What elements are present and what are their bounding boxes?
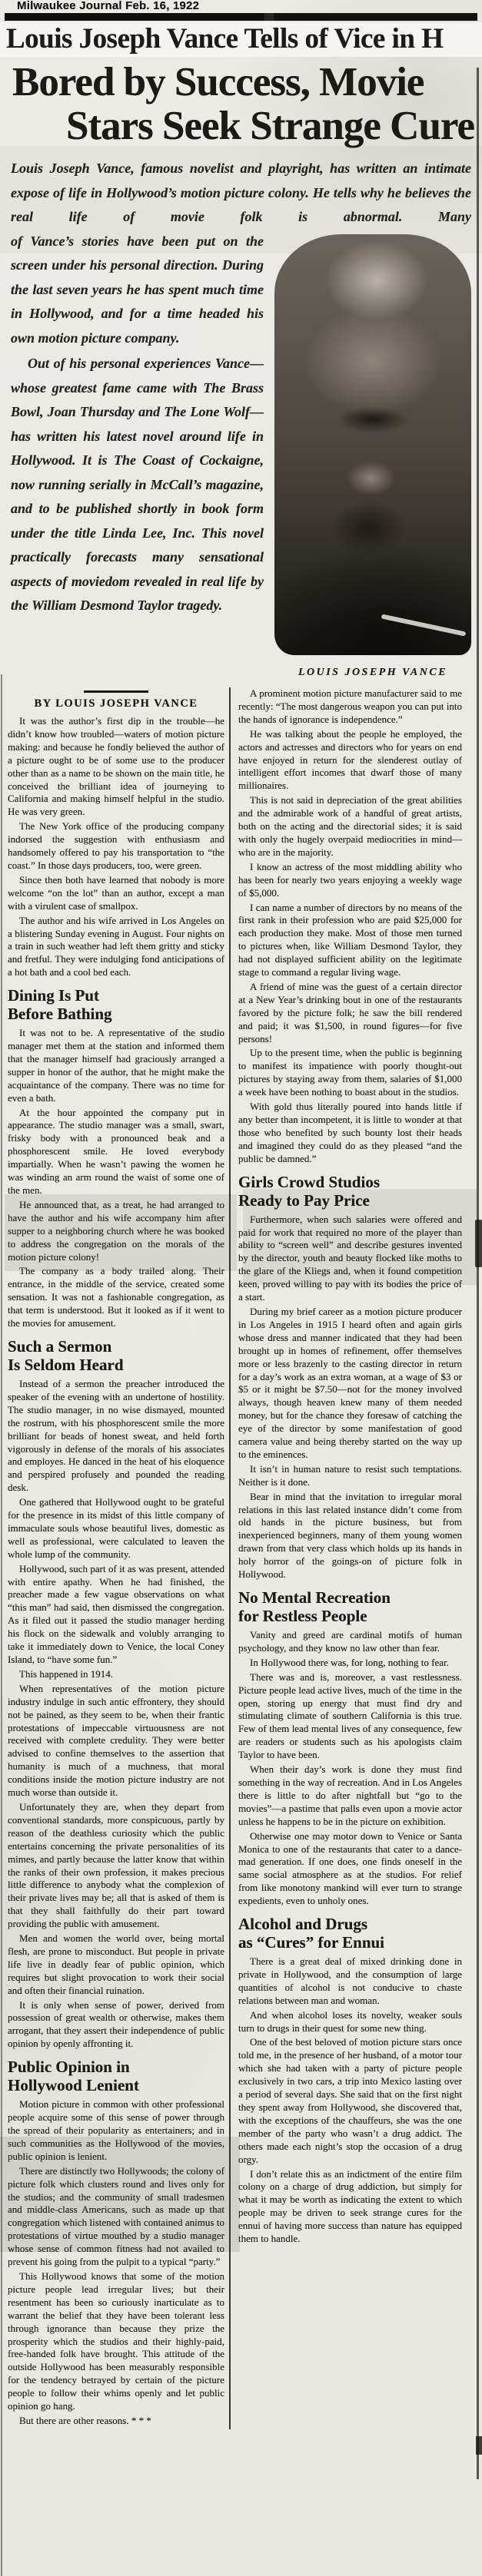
body-paragraph: The New York office of the producing company indorsed the suggestion with enthusiasm and handsomely offered to pay his transportation to “the coast.” In those days producers, too, were green.: [8, 820, 224, 871]
body-paragraph: The author and his wife arrived in Los Angeles on a blistering Sunday evening in August. Four nights on a train in such weather had left them gritty and sticky and fretful. They were indulging fond anticipations of a hot bath and a cool bed each.: [8, 914, 224, 978]
body-paragraph: Up to the present time, when the public is beginning to manifest its impatience with poorly thought-out pictures by staying away from them, salaries of $1,000 a week have been nothing to boast about in the studios.: [238, 1047, 462, 1098]
body-paragraph: Hollywood, such part of it as was present, attended with entire apathy. When he had finished, the preacher made a few vague observations on what “this man” had said, then dismissed the congregation. As it filed out it passed the studio manager herding his flock on the sidewalk and volubly arranging to take it immediately down to Venice, the local Coney Island, to “have some fun.”: [8, 1562, 224, 1665]
subhead-line: Is Seldom Heard: [8, 1355, 124, 1374]
lede-text-after-photo: of Vance’s stories have been put on the screen under his personal direction. During the last seven years he has spent much time in Hollywood, and for a time headed his own motion picture company.: [11, 233, 264, 346]
body-paragraph: In Hollywood there was, for long, nothing to fear.: [250, 1656, 449, 1668]
photo-caption: LOUIS JOSEPH VANCE: [298, 666, 448, 678]
body-paragraph: Bear in mind that the invitation to irregular moral relations in this last related instance didn’t come from old hands in the picture business, but from inexperienced beginners, many of them young women drawn from that very class which holds up its hands in holy horror of the goings-on of picture folk in Hollywood.: [238, 1490, 462, 1581]
subhead-line: Ready to Pay Price: [238, 1190, 370, 1210]
subhead-alcohol-and-drugs: [238, 1915, 462, 1952]
masthead-source-line: Milwaukee Journal Feb. 16, 1922: [17, 0, 200, 12]
body-paragraph: He announced that, as a treat, he had arranged to have the author and his wife accompany him after supper to a neighboring church where he was booked to address the congregation on the morals of the motion picture colony!: [8, 1198, 224, 1263]
main-headline-line2: Stars Seek Strange Cure: [66, 104, 475, 148]
top-rule-bar: [5, 13, 477, 21]
portrait-photo: [274, 234, 471, 655]
body-paragraph: And when alcohol loses its novelty, weaker souls turn to drugs in their quest for some new thing.: [238, 2008, 462, 2034]
body-paragraph: Instead of a sermon the preacher introduced the speaker of the evening with an undertone of hostility. The studio manager, in no wise dismayed, mounted the rostrum, with his phosphorescent smile the more brilliant for beads of honest sweat, and held forth vigorously in defense of the morals of his associates and employes. He danced in the heat of his eloquence and perspired profusely and pounded the reading desk.: [8, 1377, 224, 1494]
body-paragraph: At the hour appointed the company put in appearance. The studio manager was a small, swart, frisky body with a pronounced beak and a phosphorescent smile. He loved everybody impartially. When he wasn’t pawing the women he was winding an arm round the waist of some one of the men.: [8, 1106, 224, 1196]
body-paragraph: There are distinctly two Hollywoods; the colony of picture folk which clusters round and lives only for the studios; and the community of small tradesmen and middle-class Americans, such as made up that congregation which listened with contained animus to protestations of virtue mouthed by a studio manager whose sense of common fitness had not availed to prevent his going from the pulpit to a typical “party.”: [8, 2164, 224, 2268]
main-headline: [0, 57, 482, 153]
lede-paragraph-2: Out of his personal experiences Vance—whose greatest fame came with The Brass Bowl, Joan Thursday and The Lone Wolf—has written his latest novel around life in Hollywood. It is The Coast of Cockaigne, now running serially in McCall’s magazine, and to be published shortly in book form under the title Linda Lee, Inc. This novel practically forecasts many sensational aspects of moviedom revealed in real life by the William Desmond Taylor tragedy.: [11, 356, 264, 613]
column-divider-rule: [229, 687, 231, 2429]
body-paragraph: There was and is, moreover, a vast restlessness. Picture people lead active lives, much of the time in the open, storing up energy that must find dry and stimulating climate of southern California is this true. Few of them lead mental lives of any consequence, few are readers or students such as his apologists claim Taylor to have been.: [238, 1670, 462, 1761]
article-body: [0, 686, 482, 2429]
subhead-line: as “Cures” for Ennui: [238, 1933, 385, 1952]
body-paragraph: Men and women the world over, being mortal flesh, are prone to misconduct. But people in private life live in deadly fear of public opinion, which requires but slight provocation to work their social and often their financial ruination.: [8, 1932, 224, 1996]
body-paragraph: It is only when sense of power, derived from possession of great wealth or otherwise, makes them arrogant, that they assert their independence of public opinion by openly affronting it.: [8, 1998, 224, 2050]
subhead-line: Such a Sermon: [8, 1336, 112, 1356]
subhead-public-opinion: [8, 2058, 224, 2094]
subhead-line: Public Opinion in: [8, 2058, 130, 2077]
right-column: [231, 687, 462, 2247]
body-paragraph: Furthermore, when such salaries were offered and paid for work that required no more of the player than ability to “screen well” and describe gestures invented by the director, youth and beauty flocked like moths to the glare of the Kliegs and, when it found competition keen, proved willing to pay with its bodies the price of a start.: [238, 1213, 462, 1303]
body-paragraph: I know an actress of the most middling ability who has been for nearly two years enjoying a weekly wage of $5,000.: [238, 860, 462, 899]
subhead-such-a-sermon: [8, 1337, 224, 1374]
lede-section: [0, 153, 482, 686]
body-paragraph: One gathered that Hollywood ought to be grateful for the presence in its midst of this little company of immaculate souls whose beautiful lives, domestic as well as professional, were calculated to leaven the whole lump of the community.: [8, 1496, 224, 1560]
subhead-line: Girls Crowd Studios: [238, 1172, 380, 1191]
body-paragraph: When representatives of the motion picture industry indulge in such antic effrontery, they should not be pained, as they seem to be, when their frantic protestations of impeccable virtuousness are not received with complete credulity. They were better advised to confine themselves to the assertion that humanity is much of a muchness, that moral conditions inside the motion picture industry are not much worse than outside it.: [8, 1682, 224, 1799]
body-paragraph: One of the best beloved of motion picture stars once told me, in the presence of her husband, of a motor tour which she had taken with a party of picture people exclusively in two cars, a trip into Mexico lasting over a period of several days. She said that on the first night they spent away from Hollywood, she discovered that, with the exceptions of the chauffeurs, she was the one member of the party who wasn’t a drug addict. The others made each night’s stop the occasion of a drug orgy.: [238, 2036, 462, 2165]
body-paragraph: Vanity and greed are cardinal motifs of human psychology, and they know no law other than fear.: [238, 1629, 462, 1654]
closing-paragraph: But there are other reasons. * * *: [19, 2414, 151, 2426]
body-paragraph: A prominent motion picture manufacturer said to me recently: “The most dangerous weapon you can put into the hands of ignorance is independence.”: [238, 687, 462, 725]
byline: BY LOUIS JOSEPH VANCE: [34, 697, 198, 710]
subhead-line: Dining Is Put: [8, 986, 100, 1005]
subhead-dining-before-bathing: [8, 986, 224, 1023]
body-paragraph: This Hollywood knows that some of the motion picture people lead irregular lives; but their resentment has been so curiously inarticulate as to warrant the belief that they have been tolerant less through ignorance than because they prize the prosperity which the studios and their highly-paid, free-handed folk have brought. This attitude of the outside Hollywood has been measurably responsible for the tendency betrayed by certain of the picture people to follow their whims openly and let public opinion go hang.: [8, 2270, 224, 2412]
body-paragraph: Unfortunately they are, when they depart from conventional standards, more conspicuous, partly by reason of the deathless curiosity which the public entertains concerning the private personalities of its mimes, and partly because the latter know that within the ranks of their own profession, it makes precious little difference to anybody what the complexion of their private lives may be; all that is asked of them is that they shall faithfully do their part toward providing the public with amusement.: [8, 1800, 224, 1930]
byline-rule: [84, 690, 148, 693]
body-paragraph: A friend of mine was the guest of a certain director at a New Year’s drinking bout in one of the restaurants favored by the picture folk; he saw the bill rendered and paid; it was $1,500, in round figures—for five persons!: [238, 980, 462, 1045]
body-paragraph: Since then both have learned that nobody is more welcome “on the lot” than an author, except a man with a virulent case of smallpox.: [8, 873, 224, 912]
main-headline-line1: Bored by Success, Movie: [12, 60, 424, 104]
scan-artifact-right-edge-blob: [476, 2436, 482, 2455]
body-paragraph: It was not to be. A representative of the studio manager met them at the station and informed them that the manager himself had graciously arranged a supper in honor of the author, that he might make the acquaintance of the company. There was no time for even a bath.: [8, 1027, 224, 1104]
subhead-line: No Mental Recreation: [238, 1588, 391, 1607]
subhead-line: Before Bathing: [8, 1005, 112, 1024]
lede-text-before-photo: Louis Joseph Vance, famous novelist and playright, has written an intimate expose of life in Hollywood’s motion picture colony. He tells why he believes the real life of movie folk is abnormal. Many: [11, 161, 471, 224]
body-paragraph: Motion picture in common with other professional people acquire some of this sense of power through the spread of their popularity as entertainers; and in such communities as the Hollywood of the movies, public opinion is lenient.: [8, 2098, 224, 2162]
body-paragraph: I can name a number of directors by no means of the first rank in their profession who are paid $25,000 for each production they make. Most of those men turned to pictures when, like William Desmond Taylor, they had not displayed sufficient ability on the legitimate stage to command a regular living wage.: [238, 901, 462, 978]
body-paragraph: I don’t relate this as an indictment of the entire film colony on a charge of drug addiction, but simply for what it may be worth as indicating the extent to which people may be driven to seek strange cures for the ennui of having more success than nature has equipped them to handle.: [238, 2167, 462, 2245]
body-paragraph: He was talking about the people he employed, the actors and actresses and directors who for years on end have enjoyed in return for the slenderest outlay of intelligent effort incomes that dwarf those of many millionaires.: [238, 727, 462, 792]
body-paragraph: It was the author’s first dip in the trouble—he didn’t know how troubled—waters of motion picture making: and because he fondly believed the author of a picture ought to be of some use to the producer other than as a name to be shown on the main title, he conceived the brilliant idea of journeying to California and making himself helpful in the studio. He was very green.: [8, 715, 224, 818]
subhead-no-mental-recreation: [238, 1588, 462, 1625]
left-column: [8, 687, 229, 2429]
subhead-line: for Restless People: [238, 1607, 367, 1625]
portrait-photo-block: [274, 234, 471, 685]
body-paragraph: The company as a body trailed along. Their entrance, in the middle of the service, created some sensation. It was not a fashionable congregation, as that term is understood. But it looked as if it went to the movies for amusement.: [8, 1265, 224, 1329]
photo-collar-streak: [381, 614, 467, 636]
body-paragraph: With gold thus literally poured into hands little if any better than incompetent, it is little to wonder at that those who benefited by such bounty lost their heads and imagined they could do as they pleased “and the public be damned.”: [238, 1101, 462, 1164]
body-paragraph: When their day’s work is done they must find something in the way of recreation. And in Los Angeles there is little to do after nightfall but “go to the movies”—a pastime that palls even upon a movie actor unless he happens to be in the picture on exhibition.: [238, 1763, 462, 1827]
body-paragraph: There is a great deal of mixed drinking done in private in Hollywood, and the consumption of large quantities of alcohol is not conducive to chaste relations between man and woman.: [238, 1955, 462, 2006]
body-paragraph: It isn’t in human nature to resist such temptations. Neither is it done.: [238, 1462, 462, 1488]
body-paragraph: Otherwise one may motor down to Venice or Santa Monica to one of the restaurants that cater to a dance-mad generation. If one does, one finds oneself in the same social atmosphere as at the studios. For relief from like monotony mankind will ever turn to strange expedients, even to unholy ones.: [238, 1829, 462, 1907]
subhead-line: Alcohol and Drugs: [238, 1915, 368, 1934]
body-paragraph: This happened in 1914.: [19, 1667, 114, 1680]
kicker-headline: Louis Joseph Vance Tells of Vice in H: [0, 22, 482, 57]
body-paragraph: This is not said in depreciation of the great abilities and the admirable work of a handful of great artists, both on the acting and the directorial sides; it is said with only the hugely overpaid mediocrities in mind—who are in the majority.: [238, 794, 462, 858]
subhead-girls-crowd-studios: [238, 1173, 462, 1210]
body-paragraph: During my brief career as a motion picture producer in Los Angeles in 1915 I heard often and again girls whose dress and manner indicated that they had been brought up in homes of refinement, offer themselves more or less brazenly to the casting director in return for a day’s work as an extra woman, at a wage of $3 or $5 or it might be $7.50—not for the money involved always, though heaven knew many of them needed money, but for the chance they foresaw of catching the eye of the director by some manifestation of good camera value and being thereby started on the way up to the eminences.: [238, 1305, 462, 1460]
subhead-line: Hollywood Lenient: [8, 2076, 139, 2095]
